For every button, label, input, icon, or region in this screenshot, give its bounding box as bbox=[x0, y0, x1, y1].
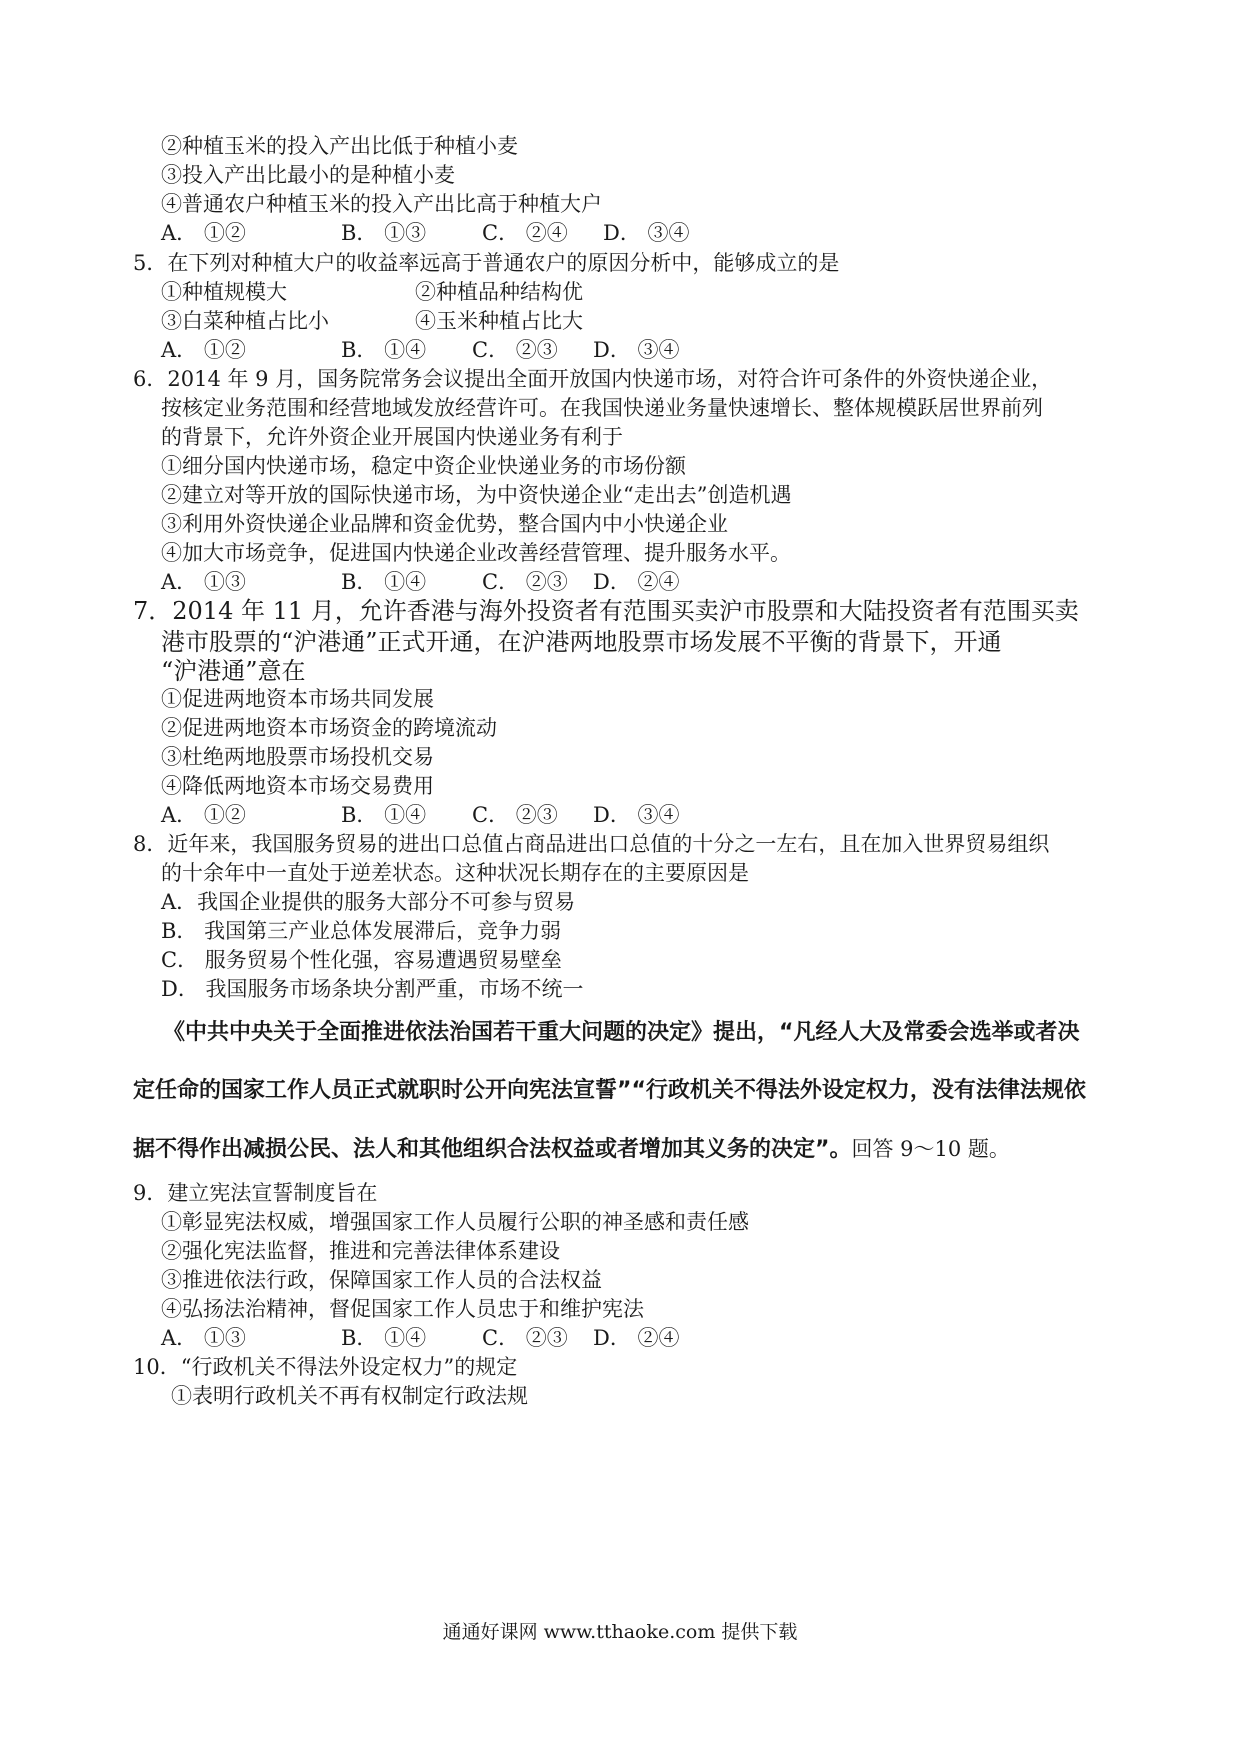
q10-stem: 10．“行政机关不得法外设定权力”的规定 bbox=[133, 1355, 518, 1379]
q4-option-c: C． ②④ bbox=[482, 221, 568, 245]
q4-item-4: ④普通农户种植玉米的投入产出比高于种植大户 bbox=[161, 192, 602, 216]
q9-option-c: C． ②③ bbox=[482, 1326, 568, 1350]
q9-option-b: B． ①④ bbox=[341, 1326, 427, 1350]
q4-option-a: A． ①② bbox=[161, 221, 246, 245]
q7-option-a: A． ①② bbox=[161, 803, 246, 827]
q8-choice-d: D． 我国服务市场条块分割严重，市场不统一 bbox=[161, 977, 584, 1001]
q5-item-1: ①种植规模大 bbox=[161, 280, 287, 304]
q6-stem-line-3: 的背景下，允许外资企业开展国内快递业务有利于 bbox=[161, 425, 623, 449]
q6-option-b: B． ①④ bbox=[341, 570, 427, 594]
q7-stem-line-3: “沪港通”意在 bbox=[161, 657, 306, 685]
q8-choice-a: A．我国企业提供的服务大部分不可参与贸易 bbox=[161, 890, 576, 914]
q6-stem-line-2: 按核定业务范围和经营地域发放经营许可。在我国快递业务量快速增长、整体规模跃居世界前列 bbox=[161, 396, 1043, 420]
q5-option-b: B． ①④ bbox=[341, 338, 427, 362]
q4-item-2: ②种植玉米的投入产出比低于种植小麦 bbox=[161, 134, 518, 158]
q6-stem-line-1: 6．2014 年 9 月，国务院常务会议提出全面开放国内快递市场，对符合许可条件的外资快递企业， bbox=[133, 367, 1053, 391]
q6-item-2: ②建立对等开放的国际快递市场，为中资快递企业“走出去”创造机遇 bbox=[161, 483, 792, 507]
q7-option-b: B． ①④ bbox=[341, 803, 427, 827]
material-line-1: 《中共中央关于全面推进依法治国若干重大问题的决定》提出，“凡经人大及常委会选举或者决 bbox=[163, 1020, 1080, 1045]
q7-item-4: ④降低两地资本市场交易费用 bbox=[161, 774, 434, 798]
material-line-3 bbox=[133, 1134, 1010, 1165]
material-line-2: 定任命的国家工作人员正式就职时公开向宪法宣誓”“行政机关不得法外设定权力，没有法律法规依 bbox=[133, 1078, 1086, 1103]
q5-item-2: ②种植品种结构优 bbox=[415, 280, 583, 304]
q7-stem-line-2: 港市股票的“沪港通”正式开通，在沪港两地股票市场发展不平衡的背景下，开通 bbox=[161, 628, 1002, 656]
q6-item-1: ①细分国内快递市场，稳定中资企业快递业务的市场份额 bbox=[161, 454, 686, 478]
q7-item-3: ③杜绝两地股票市场投机交易 bbox=[161, 745, 434, 769]
page-footer: 通通好课网 www.tthaoke.com 提供下载 bbox=[442, 1621, 798, 1643]
q7-option-c: C． ②③ bbox=[472, 803, 558, 827]
q9-item-4: ④弘扬法治精神，督促国家工作人员忠于和维护宪法 bbox=[161, 1297, 644, 1321]
q9-item-2: ②强化宪法监督，推进和完善法律体系建设 bbox=[161, 1239, 560, 1263]
material-line-3-bold: 据不得作出减损公民、法人和其他组织合法权益或者增加其义务的决定”。 bbox=[133, 1137, 852, 1162]
q4-option-b: B． ①③ bbox=[341, 221, 427, 245]
q7-item-1: ①促进两地资本市场共同发展 bbox=[161, 687, 434, 711]
q5-option-a: A． ①② bbox=[161, 338, 246, 362]
q8-stem-line-2: 的十余年中一直处于逆差状态。这种状况长期存在的主要原因是 bbox=[161, 861, 749, 885]
q6-item-3: ③利用外资快递企业品牌和资金优势，整合国内中小快递企业 bbox=[161, 512, 728, 536]
q5-item-4: ④玉米种植占比大 bbox=[415, 309, 583, 333]
q8-choice-b: B． 我国第三产业总体发展滞后，竞争力弱 bbox=[161, 919, 562, 943]
q9-option-d: D． ②④ bbox=[593, 1326, 680, 1350]
q6-option-d: D． ②④ bbox=[593, 570, 680, 594]
q6-item-4: ④加大市场竞争，促进国内快递企业改善经营管理、提升服务水平。 bbox=[161, 541, 791, 565]
q9-stem: 9．建立宪法宣誓制度旨在 bbox=[133, 1181, 378, 1205]
q5-option-c: C． ②③ bbox=[472, 338, 558, 362]
q7-stem-line-1: 7．2014 年 11 月，允许香港与海外投资者有范围买卖沪市股票和大陆投资者有范围买卖 bbox=[133, 597, 1079, 625]
q5-item-3: ③白菜种植占比小 bbox=[161, 309, 329, 333]
q9-item-3: ③推进依法行政，保障国家工作人员的合法权益 bbox=[161, 1268, 602, 1292]
q7-option-d: D． ③④ bbox=[593, 803, 680, 827]
q7-item-2: ②促进两地资本市场资金的跨境流动 bbox=[161, 716, 497, 740]
q5-stem: 5．在下列对种植大户的收益率远高于普通农户的原因分析中，能够成立的是 bbox=[133, 251, 840, 275]
material-line-3-instruction: 回答 9～10 题。 bbox=[851, 1137, 1010, 1161]
q4-option-d: D． ③④ bbox=[603, 221, 690, 245]
q9-option-a: A． ①③ bbox=[161, 1326, 246, 1350]
q5-option-d: D． ③④ bbox=[593, 338, 680, 362]
q10-item-1: ①表明行政机关不再有权制定行政法规 bbox=[171, 1384, 528, 1408]
q6-option-a: A． ①③ bbox=[161, 570, 246, 594]
q9-item-1: ①彰显宪法权威，增强国家工作人员履行公职的神圣感和责任感 bbox=[161, 1210, 749, 1234]
q8-stem-line-1: 8．近年来，我国服务贸易的进出口总值占商品进出口总值的十分之一左右，且在加入世界贸易组织 bbox=[133, 832, 1050, 856]
q6-option-c: C． ②③ bbox=[482, 570, 568, 594]
q4-item-3: ③投入产出比最小的是种植小麦 bbox=[161, 163, 455, 187]
q8-choice-c: C． 服务贸易个性化强，容易遭遇贸易壁垒 bbox=[161, 948, 562, 972]
